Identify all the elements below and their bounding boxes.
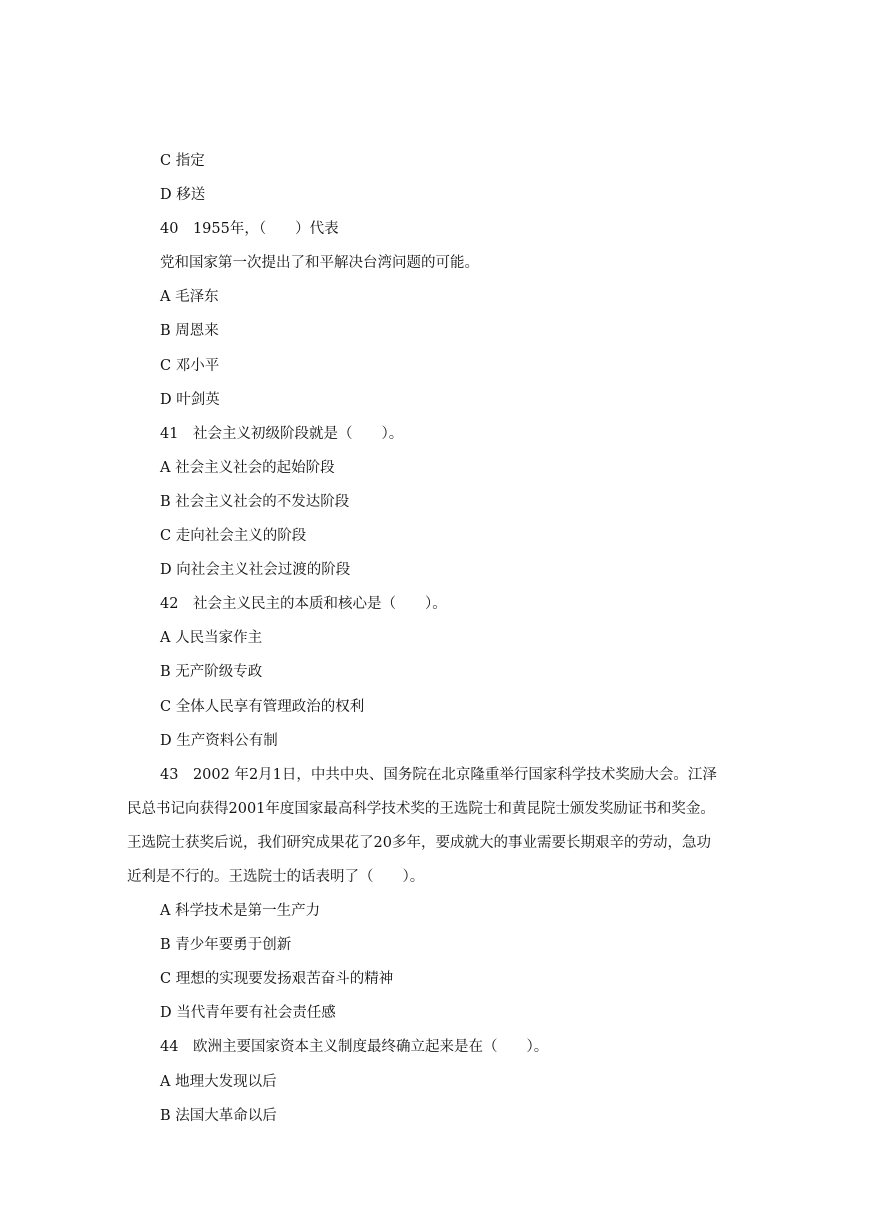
option-d-q43: D 当代青年要有社会责任感 [160, 1005, 336, 1022]
option-c-q43: C 理想的实现要发扬艰苦奋斗的精神 [160, 971, 394, 988]
question-43-line-1: 43 2002 年2月1日，中共中央、国务院在北京隆重举行国家科学技术奖励大会。江泽 [160, 766, 717, 783]
option-a-q42: A 人民当家作主 [160, 630, 263, 647]
option-a-q40: A 毛泽东 [160, 289, 219, 306]
option-b-q41: B 社会主义社会的不发达阶段 [160, 493, 350, 510]
question-40: 40 1955年，（ ）代表 [160, 221, 339, 238]
option-c-q39: C 指定 [160, 153, 205, 169]
option-c-q40: C 邓小平 [160, 357, 220, 374]
question-41: 41 社会主义初级阶段就是（ ）。 [160, 425, 404, 442]
option-d-q41: D 向社会主义社会过渡的阶段 [160, 562, 351, 579]
question-42: 42 社会主义民主的本质和核心是（ ）。 [160, 596, 447, 613]
question-40-continuation: 党和国家第一次提出了和平解决台湾问题的可能。 [160, 255, 479, 272]
question-44: 44 欧洲主要国家资本主义制度最终确立起来是在（ ）。 [160, 1039, 549, 1056]
option-d-q42: D 生产资料公有制 [160, 732, 278, 749]
option-d-q40: D 叶剑英 [160, 391, 220, 408]
option-c-q41: C 走向社会主义的阶段 [160, 528, 307, 545]
option-a-q44: A 地理大发现以后 [160, 1073, 277, 1090]
option-c-q42: C 全体人民享有管理政治的权利 [160, 698, 365, 715]
document-body [127, 144, 743, 1133]
option-d-q39: D 移送 [160, 187, 206, 204]
option-a-q41: A 社会主义社会的起始阶段 [160, 459, 335, 476]
option-b-q40: B 周恩来 [160, 323, 219, 340]
option-b-q42: B 无产阶级专政 [160, 664, 263, 681]
question-43-line-3: 王选院士获奖后说，我们研究成果花了20多年，要成就大的事业需要长期艰辛的劳动，急功 [127, 834, 711, 851]
option-a-q43: A 科学技术是第一生产力 [160, 903, 321, 920]
question-43-line-2: 民总书记向获得2001年度国家最高科学技术奖的王选院士和黄昆院士颁发奖励证书和奖金。 [127, 800, 715, 817]
option-b-q43: B 青少年要勇于创新 [160, 937, 292, 954]
question-43-line-4: 近利是不行的。王选院士的话表明了（ ）。 [127, 868, 425, 885]
option-b-q44: B 法国大革命以后 [160, 1107, 277, 1124]
